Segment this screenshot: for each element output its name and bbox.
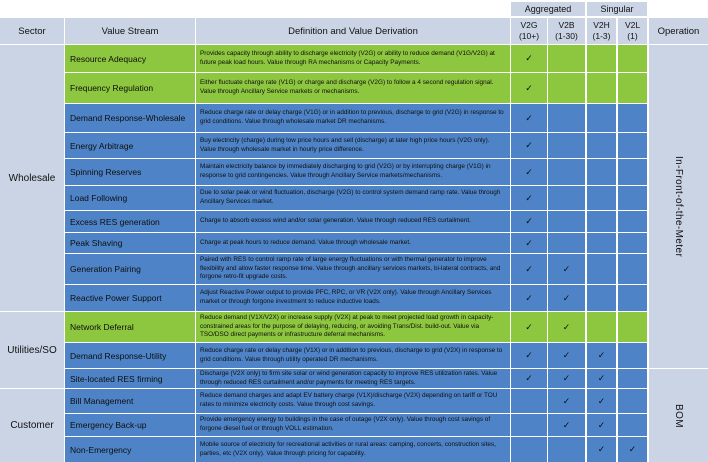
v2h-column-header: [587, 18, 616, 44]
value-stream-cell: Generation Pairing: [65, 254, 195, 284]
empty-check-cell: [618, 233, 647, 253]
v2b-range: (1-30): [555, 31, 578, 41]
checkmark-icon: ✓: [587, 389, 616, 413]
empty-check-cell: [618, 45, 647, 72]
checkmark-icon: ✓: [587, 437, 616, 462]
checkmark-icon: ✓: [511, 343, 547, 368]
empty-check-cell: [587, 285, 616, 311]
checkmark-icon: ✓: [511, 186, 547, 210]
empty-check-cell: [618, 312, 647, 342]
definition-cell: Reduce demand (V1X/V2X) or increase supply (V2X) at peak to meet projected load growth in capacity-constrained areas for the purpose of delaying, reducing, or avoiding Trans/Dist. build-out. Value via TSO/DSO direct payments or infrastructure deferral mechanisms.: [196, 312, 510, 342]
checkmark-icon: ✓: [511, 312, 547, 342]
empty-check-cell: [587, 104, 616, 132]
value-stream-cell: Non-Emergency: [65, 437, 195, 462]
empty-check-cell: [618, 73, 647, 103]
empty-check-cell: [587, 211, 616, 232]
sector-customer: Customer: [0, 389, 64, 462]
v2b-code: V2B: [558, 20, 575, 30]
empty-check-cell: [548, 437, 585, 462]
checkmark-icon: ✓: [511, 254, 547, 284]
definition-cell: Charge at peak hours to reduce demand. Value through wholesale market.: [196, 233, 510, 253]
checkmark-icon: ✓: [511, 133, 547, 158]
empty-check-cell: [587, 186, 616, 210]
definition-cell: Discharge (V2X only) to firm site solar or wind generation capacity to improve RES utilization rates. Value through reduced RES curtailment and/or payments for meeting RES targets.: [196, 369, 510, 388]
sector-utilities: Utilities/SO: [0, 312, 64, 388]
empty-check-cell: [618, 414, 647, 436]
empty-check-cell: [548, 159, 585, 185]
empty-check-cell: [548, 73, 585, 103]
value-stream-cell: Frequency Regulation: [65, 73, 195, 103]
empty-check-cell: [618, 389, 647, 413]
empty-check-cell: [511, 389, 547, 413]
v2g-range: (10+): [518, 31, 540, 41]
v2b-column-header: [548, 18, 585, 44]
empty-check-cell: [511, 414, 547, 436]
empty-check-cell: [618, 343, 647, 368]
operation-column-header: Operation: [649, 18, 708, 44]
definition-cell: Provide emergency energy to buildings in the case of outage (V2X only). Value through cost savings of forgone diesel fuel or through VOLL estimation.: [196, 414, 510, 436]
v2l-range: (1): [627, 31, 638, 41]
empty-check-cell: [548, 211, 585, 232]
checkmark-icon: ✓: [511, 285, 547, 311]
value-stream-cell: Resource Adequacy: [65, 45, 195, 72]
value-stream-cell: Load Following: [65, 186, 195, 210]
empty-check-cell: [618, 159, 647, 185]
empty-check-cell: [548, 133, 585, 158]
empty-check-cell: [587, 254, 616, 284]
checkmark-icon: ✓: [548, 312, 585, 342]
checkmark-icon: ✓: [548, 414, 585, 436]
empty-check-cell: [587, 133, 616, 158]
definition-cell: Either fluctuate charge rate (V1G) or charge and discharge (V2G) to follow a 4 second regulation signal. Value through Ancillary Service markets or mechanisms.: [196, 73, 510, 103]
operation-front-of-meter-label: In-Front-of-the-Meter: [673, 155, 684, 258]
singular-group-header: Singular: [587, 2, 647, 16]
aggregated-group-header: Aggregated: [511, 2, 585, 16]
empty-check-cell: [618, 211, 647, 232]
definition-cell: Charge to absorb excess wind and/or solar generation. Value through reduced RES curtailment.: [196, 211, 510, 232]
definition-cell: Due to solar peak or wind fluctuation, discharge (V2G) to control system demand ramp rate. Value through Ancillary Services market.: [196, 186, 510, 210]
definition-cell: Mobile source of electricity for recreational activities or rural areas: camping, concerts, construction sites, parties, etc (V2X only). Value through pricing for capability.: [196, 437, 510, 462]
v2g-code: V2G: [520, 20, 538, 30]
checkmark-icon: ✓: [511, 104, 547, 132]
v2l-column-header: [618, 18, 647, 44]
value-stream-cell: Energy Arbitrage: [65, 133, 195, 158]
operation-bom: [649, 369, 708, 462]
definition-cell: Reduce charge rate or delay charge (V1X) or in addition to previous, discharge to grid (V2X) in response to grid conditions. Value through utility operated DR mechanisms.: [196, 343, 510, 368]
checkmark-icon: ✓: [618, 437, 647, 462]
checkmark-icon: ✓: [511, 73, 547, 103]
empty-check-cell: [587, 45, 616, 72]
sector-wholesale: Wholesale: [0, 45, 64, 311]
value-stream-cell: Peak Shaving: [65, 233, 195, 253]
v2l-code: V2L: [624, 20, 641, 30]
definition-cell: Provides capacity through ability to discharge electricity (V2G) or ability to reduce demand (V1G/V2G) at future peak load hours. Value through RA mechanisms or Capacity Payments.: [196, 45, 510, 72]
definition-cell: Reduce demand charges and adapt EV battery charge (V1X)/discharge (V2X) depending on tariff or TOU rates to minimize electricity costs. Value through cost savings.: [196, 389, 510, 413]
v2h-code: V2H: [593, 20, 610, 30]
empty-check-cell: [587, 159, 616, 185]
definition-cell: Paired with RES to control ramp rate of large energy fluctuations or with thermal generator to improve flexibility and allow faster response time. Value through ancillary services markets, bi-lateral contracts, and forgone retro-fit upgrade costs.: [196, 254, 510, 284]
checkmark-icon: ✓: [511, 211, 547, 232]
empty-check-cell: [587, 233, 616, 253]
value-stream-cell: Demand Response-Utility: [65, 343, 195, 368]
empty-check-cell: [618, 285, 647, 311]
empty-check-cell: [587, 73, 616, 103]
empty-check-cell: [548, 45, 585, 72]
operation-front-of-meter: [649, 45, 708, 368]
empty-check-cell: [511, 437, 547, 462]
checkmark-icon: ✓: [511, 45, 547, 72]
checkmark-icon: ✓: [511, 369, 547, 388]
empty-check-cell: [548, 104, 585, 132]
value-stream-cell: Bill Management: [65, 389, 195, 413]
definition-cell: Reduce charge rate or delay charge (V1G) or in addition to previous, discharge to grid (V2G) in response to grid conditions. Value through wholesale market DR mechanisms.: [196, 104, 510, 132]
definition-cell: Buy electricity (charge) during low price hours and sell (discharge) at later high price hours (V2G only). Value through wholesale market in hourly price difference.: [196, 133, 510, 158]
v2h-range: (1-3): [592, 31, 611, 41]
definition-column-header: Definition and Value Derivation: [196, 18, 510, 44]
empty-check-cell: [618, 254, 647, 284]
value-stream-cell: Emergency Back-up: [65, 414, 195, 436]
empty-check-cell: [618, 133, 647, 158]
definition-cell: Maintain electricity balance by immediately discharging to grid (V2G) or by interrupting charge (V1G) in response to grid contingencies. Value through Ancillary Service markets/mechanisms.: [196, 159, 510, 185]
checkmark-icon: ✓: [548, 343, 585, 368]
checkmark-icon: ✓: [548, 369, 585, 388]
definition-cell: Adjust Reactive Power output to provide PFC, RPC, or VR (V2X only). Value through Ancillary Services market or through forgone investment to reduce inductive loads.: [196, 285, 510, 311]
checkmark-icon: ✓: [587, 343, 616, 368]
checkmark-icon: ✓: [587, 369, 616, 388]
empty-check-cell: [548, 233, 585, 253]
checkmark-icon: ✓: [511, 233, 547, 253]
empty-check-cell: [618, 186, 647, 210]
value-stream-column-header: Value Stream: [65, 18, 195, 44]
empty-check-cell: [548, 186, 585, 210]
value-stream-cell: Excess RES generation: [65, 211, 195, 232]
sector-column-header: Sector: [0, 18, 64, 44]
operation-bom-label: BOM: [673, 403, 684, 428]
value-stream-cell: Spinning Reserves: [65, 159, 195, 185]
v2g-column-header: [511, 18, 547, 44]
value-stream-cell: Reactive Power Support: [65, 285, 195, 311]
checkmark-icon: ✓: [587, 414, 616, 436]
value-stream-cell: Site-located RES firming: [65, 369, 195, 388]
empty-check-cell: [587, 312, 616, 342]
value-stream-cell: Network Deferral: [65, 312, 195, 342]
empty-check-cell: [618, 369, 647, 388]
checkmark-icon: ✓: [548, 285, 585, 311]
empty-check-cell: [618, 104, 647, 132]
checkmark-icon: ✓: [548, 389, 585, 413]
value-stream-cell: Demand Response-Wholesale: [65, 104, 195, 132]
checkmark-icon: ✓: [548, 254, 585, 284]
checkmark-icon: ✓: [511, 159, 547, 185]
